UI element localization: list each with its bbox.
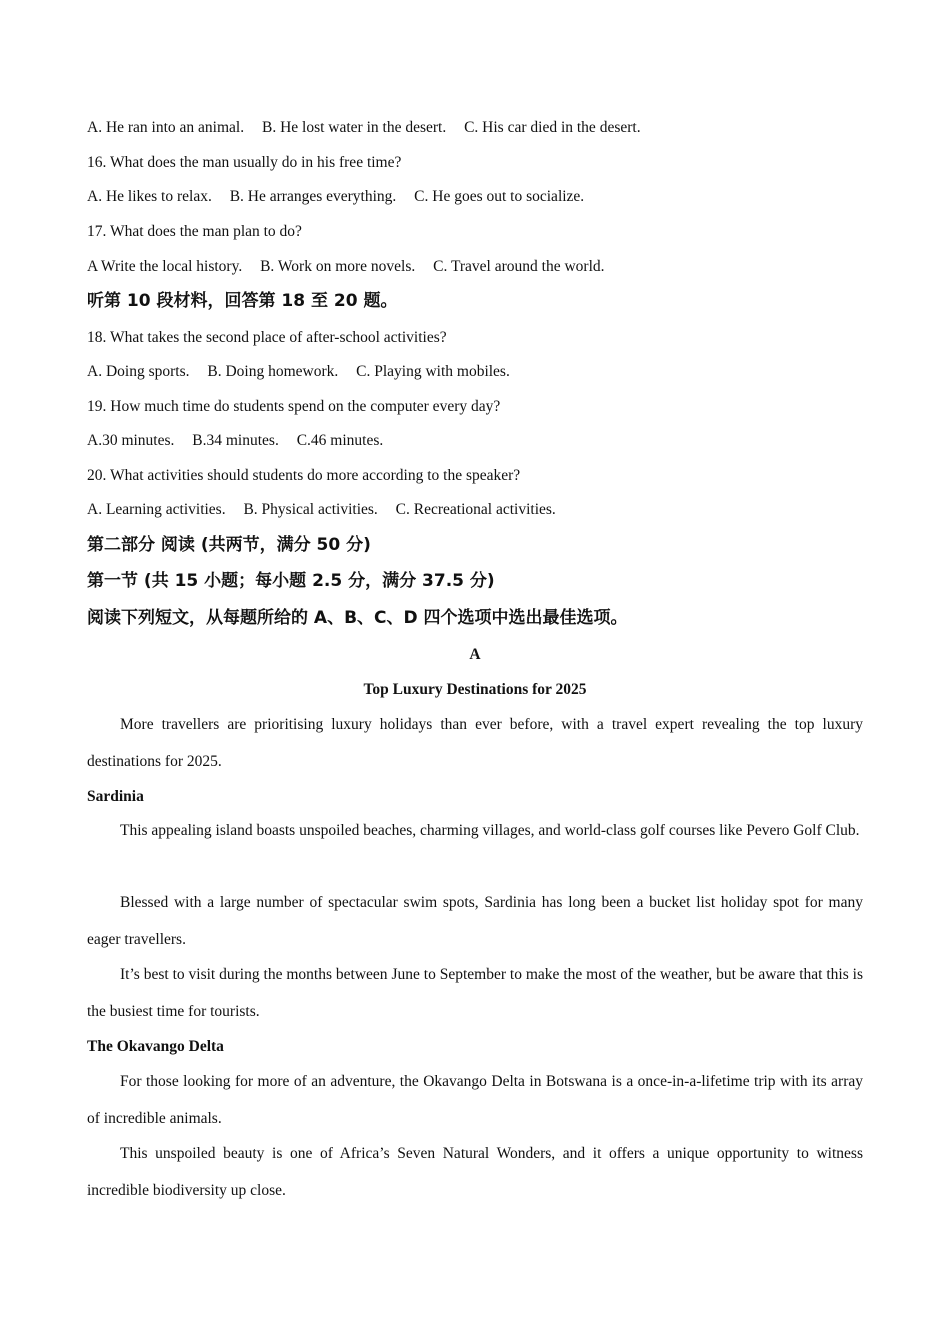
q20-option-b: B. Physical activities. <box>243 501 378 518</box>
q16-options <box>87 187 863 207</box>
passage-title: Top Luxury Destinations for 2025 <box>363 681 587 698</box>
sardinia-paragraph-1: This appealing island boasts unspoiled beaches, charming villages, and world-class golf courses like Pevero Golf Club. <box>120 822 860 839</box>
q18-option-a: A. Doing sports. <box>87 363 190 380</box>
q16-option-a: A. He likes to relax. <box>87 188 212 205</box>
q17-option-a: A Write the local history. <box>87 258 243 275</box>
section10-heading: 听第 10 段材料，回答第 18 至 20 题。 <box>87 291 398 311</box>
q15-options <box>87 118 863 138</box>
section1-heading: 第一节 (共 15 小题；每小题 2.5 分，满分 37.5 分) <box>87 571 495 591</box>
q19-question: 19. How much time do students spend on the computer every day? <box>87 398 501 415</box>
q17-question: 17. What does the man plan to do? <box>87 223 302 240</box>
part2-heading: 第二部分 阅读 (共两节，满分 50 分) <box>87 535 371 555</box>
q20-options <box>87 500 863 520</box>
okavango-heading: The Okavango Delta <box>87 1038 224 1055</box>
q19-option-a: A.30 minutes. <box>87 432 175 449</box>
q19-option-b: B.34 minutes. <box>192 432 279 449</box>
okavango-paragraph-1: For those looking for more of an adventure, the Okavango Delta in Botswana is a once-in-a-lifetime trip with its array of incredible animals. <box>87 1073 863 1127</box>
q20-option-c: C. Recreational activities. <box>395 501 556 518</box>
q19-options <box>87 431 863 451</box>
q16-option-c: C. He goes out to socialize. <box>414 188 585 205</box>
q18-option-b: B. Doing homework. <box>207 363 339 380</box>
q20-option-a: A. Learning activities. <box>87 501 226 518</box>
passage-intro: More travellers are prioritising luxury holidays than ever before, with a travel expert revealing the top luxury destinations for 2025. <box>87 716 863 770</box>
q18-option-c: C. Playing with mobiles. <box>356 363 510 380</box>
q17-options <box>87 257 863 277</box>
sardinia-paragraph-3: It’s best to visit during the months between June to September to make the most of the weather, but be aware that this is the busiest time for tourists. <box>87 966 863 1020</box>
q15-option-c: C. His car died in the desert. <box>464 119 641 136</box>
okavango-paragraph-2: This unspoiled beauty is one of Africa’s Seven Natural Wonders, and it offers a unique opportunity to witness incredible biodiversity up close. <box>87 1145 863 1199</box>
q16-option-b: B. He arranges everything. <box>229 188 397 205</box>
q16-question: 16. What does the man usually do in his free time? <box>87 154 402 171</box>
q20-question: 20. What activities should students do more according to the speaker? <box>87 467 521 484</box>
q17-option-b: B. Work on more novels. <box>260 258 416 275</box>
q15-option-b: B. He lost water in the desert. <box>261 119 447 136</box>
q17-option-c: C. Travel around the world. <box>433 258 605 275</box>
sardinia-heading: Sardinia <box>87 788 144 805</box>
reading-instructions: 阅读下列短文，从每题所给的 A、B、C、D 四个选项中选出最佳选项。 <box>87 608 628 628</box>
passage-letter: A <box>469 646 481 663</box>
q19-option-c: C.46 minutes. <box>296 432 384 449</box>
q18-options <box>87 362 863 382</box>
q15-option-a: A. He ran into an animal. <box>87 119 245 136</box>
q18-question: 18. What takes the second place of after-school activities? <box>87 329 447 346</box>
sardinia-paragraph-2: Blessed with a large number of spectacular swim spots, Sardinia has long been a bucket list holiday spot for many eager travellers. <box>87 894 863 948</box>
